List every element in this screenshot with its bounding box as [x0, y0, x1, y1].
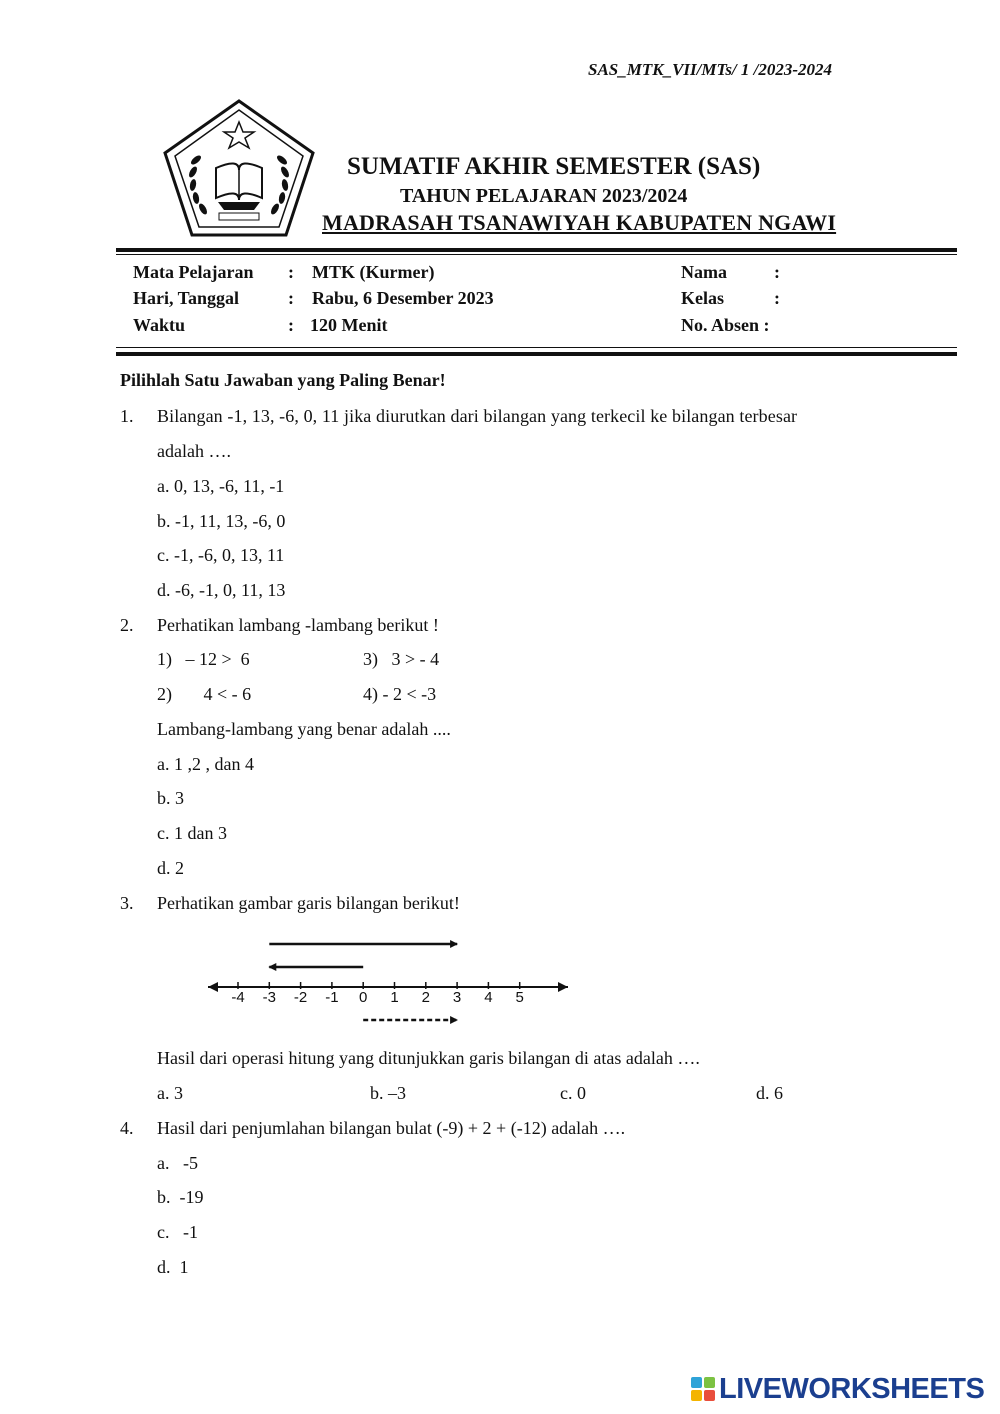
subject-label: Mata Pelajaran — [133, 262, 254, 282]
question-prompt: Lambang-lambang yang benar adalah .... — [157, 719, 451, 739]
header-rule-bottom — [116, 352, 957, 356]
question-number: 2. — [120, 615, 134, 635]
answer-option[interactable]: a. 0, 13, -6, 11, -1 — [157, 476, 285, 496]
time-label: Waktu — [133, 315, 186, 335]
question-number: 1. — [120, 406, 134, 426]
tick-label: -1 — [325, 989, 339, 1006]
tick-label: 2 — [421, 989, 430, 1006]
instruction: Pilihlah Satu Jawaban yang Paling Benar! — [120, 370, 446, 390]
subject-colon: : — [288, 262, 294, 282]
tick-label: 5 — [515, 989, 524, 1006]
question-number: 3. — [120, 893, 134, 913]
watermark-text: LIVEWORKSHEETS — [719, 1372, 985, 1405]
question-number: 4. — [120, 1118, 134, 1138]
number-line-figure — [200, 932, 580, 1032]
time-value: 120 Menit — [310, 315, 388, 335]
answer-option[interactable]: c. -1, -6, 0, 13, 11 — [157, 545, 285, 565]
exam-year: TAHUN PELAJARAN 2023/2024 — [400, 185, 688, 207]
answer-option[interactable]: b. -1, 11, 13, -6, 0 — [157, 511, 286, 531]
answer-option[interactable]: d. 2 — [157, 858, 184, 878]
kemenag-emblem-icon — [160, 98, 318, 240]
question-text: adalah …. — [157, 441, 231, 461]
axis-right-arrow-icon — [558, 982, 568, 992]
time-colon: : — [288, 315, 294, 335]
day-colon: : — [288, 288, 294, 308]
answer-option[interactable]: a. 1 ,2 , dan 4 — [157, 754, 254, 774]
answer-option[interactable]: b. –3 — [370, 1083, 406, 1103]
statement-item: 2) 4 < - 6 — [157, 684, 252, 704]
tick-label: 1 — [390, 989, 399, 1006]
liveworksheets-logo-icon — [690, 1376, 716, 1402]
question-text: Perhatikan lambang -lambang berikut ! — [157, 615, 439, 635]
axis-left-arrow-icon — [208, 982, 218, 992]
day-label: Hari, Tanggal — [133, 288, 240, 308]
header-rule-top-thin — [116, 254, 957, 255]
class-label: Kelas — [681, 288, 724, 308]
header-rule-top — [116, 248, 957, 252]
tick-label: 4 — [484, 989, 493, 1006]
answer-option[interactable]: c. 1 dan 3 — [157, 823, 227, 843]
statement-item: 3) 3 > - 4 — [363, 649, 440, 669]
tick-label: -2 — [293, 989, 308, 1006]
answer-option[interactable]: c. 0 — [560, 1083, 586, 1103]
tick-label: -4 — [231, 989, 245, 1006]
answer-option[interactable]: c. -1 — [157, 1222, 198, 1242]
name-label: Nama — [681, 262, 727, 282]
liveworksheets-watermark[interactable] — [690, 1372, 990, 1406]
absen-label: No. Absen : — [681, 315, 770, 335]
question-prompt: Hasil dari operasi hitung yang ditunjukkan garis bilangan di atas adalah …. — [157, 1048, 700, 1068]
question-text: Bilangan -1, 13, -6, 0, 11 jika diurutkan dari bilangan yang terkecil ke bilangan terbesar — [157, 406, 798, 426]
answer-option[interactable]: d. 6 — [756, 1083, 783, 1103]
question-text: Perhatikan gambar garis bilangan berikut! — [157, 893, 460, 913]
name-colon: : — [774, 262, 780, 282]
answer-option[interactable]: b. 3 — [157, 788, 184, 808]
exam-title: SUMATIF AKHIR SEMESTER (SAS) — [347, 153, 761, 180]
answer-option[interactable]: d. -6, -1, 0, 11, 13 — [157, 580, 286, 600]
question-text: Hasil dari penjumlahan bilangan bulat (-9) + 2 + (-12) adalah …. — [157, 1118, 626, 1138]
tick-label: 0 — [359, 989, 368, 1006]
number-line-ticks — [231, 982, 524, 1006]
day-value: Rabu, 6 Desember 2023 — [312, 288, 494, 308]
subject-value: MTK (Kurmer) — [312, 262, 435, 282]
tick-label: 3 — [452, 989, 462, 1006]
statement-item: 4) - 2 < -3 — [363, 684, 437, 704]
answer-option[interactable]: b. -19 — [157, 1187, 204, 1207]
statement-item: 1) – 12 > 6 — [157, 649, 250, 669]
answer-option[interactable]: d. 1 — [157, 1257, 189, 1277]
school-name: MADRASAH TSANAWIYAH KABUPATEN NGAWI — [322, 210, 837, 235]
document-code: SAS_MTK_VII/MTs/ 1 /2023-2024 — [588, 60, 833, 79]
header-rule-bottom-thin — [116, 347, 957, 348]
answer-option[interactable]: a. -5 — [157, 1153, 198, 1173]
answer-option[interactable]: a. 3 — [157, 1083, 183, 1103]
tick-label: -3 — [262, 989, 276, 1006]
class-colon: : — [774, 288, 780, 308]
